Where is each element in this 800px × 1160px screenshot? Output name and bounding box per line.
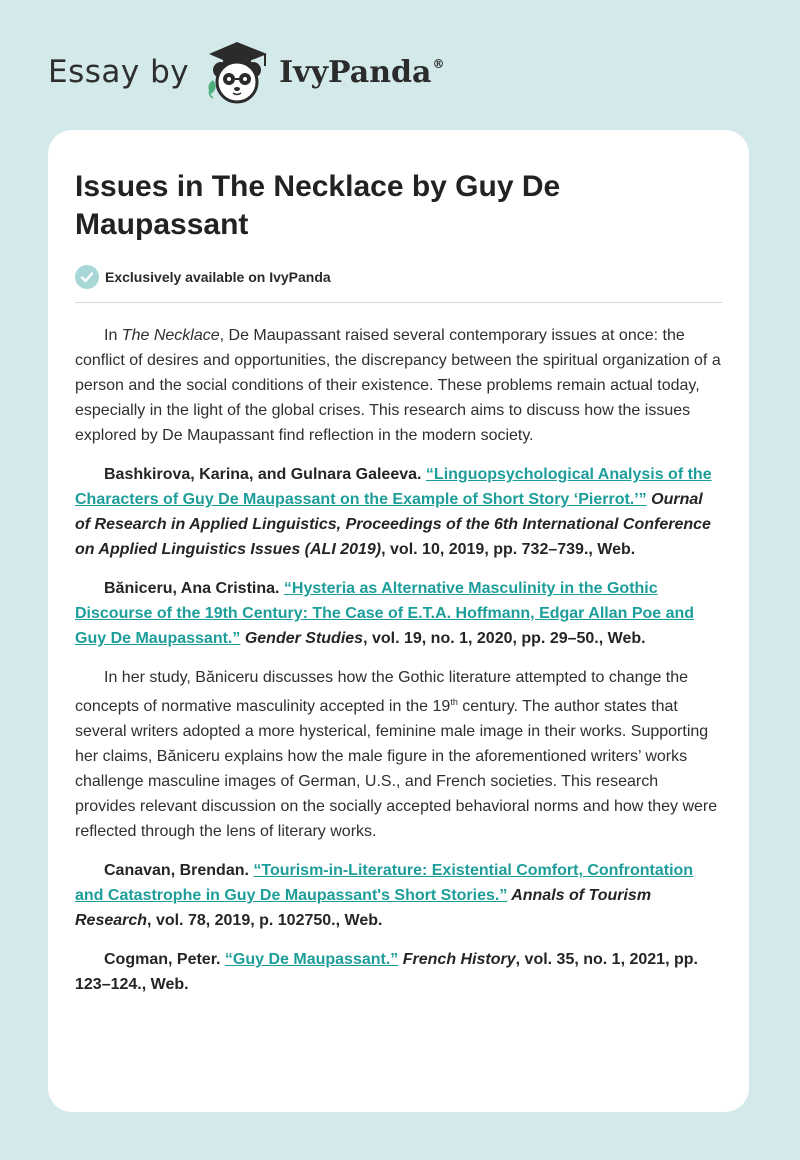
essay-by-label: Essay by bbox=[48, 54, 190, 90]
reference-cogman: Cogman, Peter. “Guy De Maupassant.” French History, vol. 35, no. 1, 2021, pp. 123–124., Web. bbox=[75, 951, 698, 993]
essay-card bbox=[48, 130, 749, 1112]
reference-canavan: Canavan, Brendan. “Tourism-in-Literature: Existential Comfort, Confrontation and Catastrophe in Guy De Maupassant's Short Stories.” Annals of Tourism Research, vol. 78, 2019, p. 102750., Web. bbox=[75, 862, 694, 929]
reference-link-cogman[interactable]: “Guy De Maupassant.” bbox=[224, 951, 399, 968]
reference-baniceru: Băniceru, Ana Cristina. “Hysteria as Alternative Masculinity in the Gothic Discourse of the 19th Century: The Case of E.T.A. Hoffmann, Edgar Allan Poe and Guy De Maupassant.” Gender Studies, vol. 19, no. 1, 2020, pp. 29–50., Web. bbox=[75, 580, 695, 647]
reference-link-canavan[interactable]: “Tourism-in-Literature: Existential Comfort, Confrontation and Catastrophe in Guy De Maupassant's Short Stories.” bbox=[75, 862, 694, 904]
exclusive-text: Exclusively available on IvyPanda bbox=[105, 269, 331, 285]
check-circle-icon bbox=[75, 265, 99, 289]
brand-name[interactable]: IvyPanda® bbox=[279, 54, 445, 90]
reference-link-baniceru[interactable]: “Hysteria as Alternative Masculinity in the Gothic Discourse of the 19th Century: The Case of E.T.A. Hoffmann, Edgar Allan Poe and Guy De Maupassant.” bbox=[75, 580, 695, 647]
intro-paragraph: In The Necklace, De Maupassant raised several contemporary issues at once: the conflict of desires and opportunities, the discrepancy between the spiritual organization of a person and the social conditions of their existence. These problems remain actual today, especially in the light of the global crises. This research aims to discuss how the issues explored by De Maupassant find reflection in the modern society. bbox=[75, 327, 721, 444]
panda-graduation-cap-icon[interactable] bbox=[201, 36, 273, 108]
exclusive-badge bbox=[75, 264, 722, 290]
site-header bbox=[48, 36, 444, 108]
page-title: Issues in The Necklace by Guy De Maupassant bbox=[75, 170, 561, 241]
registered-mark: ® bbox=[432, 56, 445, 71]
reference-bashkirova: Bashkirova, Karina, and Gulnara Galeeva. “Linguopsychological Analysis of the Characters of Guy De Maupassant on the Example of Short Story ‘Pierrot.’” Ournal of Research in Applied Linguistics, Proceedings of the 6th International Conference on Applied Linguistics Issues (ALI 2019), vol. 10, 2019, pp. 732–739., Web. bbox=[75, 466, 712, 558]
divider bbox=[75, 302, 722, 303]
reference-link-bashkirova[interactable]: “Linguopsychological Analysis of the Characters of Guy De Maupassant on the Example of Short Story ‘Pierrot.’” bbox=[75, 466, 712, 508]
book-title: The Necklace bbox=[121, 327, 220, 344]
baniceru-summary-paragraph: In her study, Băniceru discusses how the Gothic literature attempted to change the concepts of normative masculinity accepted in the 19th century. The author states that several writers adopted a more hysterical, feminine male image in their works. Supporting her claims, Băniceru explains how the male figure in the aforementioned writers’ works challenge masculine images of German, U.S., and French societies. This research provides relevant discussion on the socially accepted behavioral norms and how they were reflected through the lens of literary works. bbox=[75, 669, 718, 840]
essay-body bbox=[75, 323, 722, 997]
